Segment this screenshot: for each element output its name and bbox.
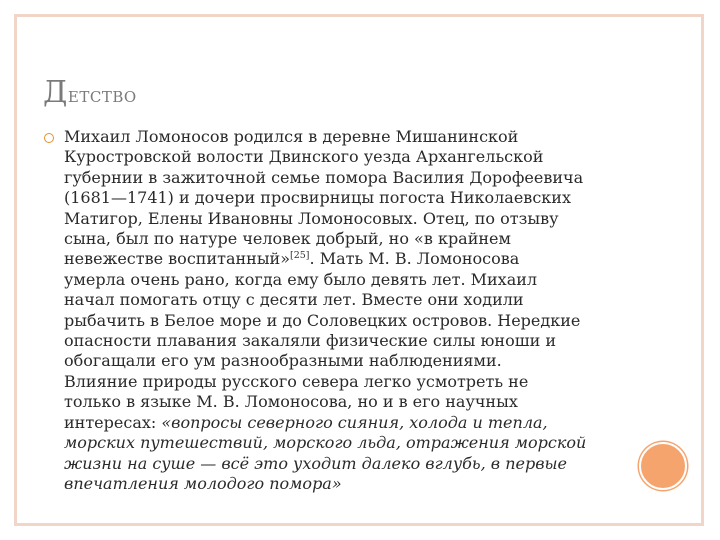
bullet-circle-icon (44, 133, 54, 143)
text-line: сына, был по натуре человек добрый, но «в крайнем (64, 229, 511, 249)
text-line: губернии в зажиточной семье помора Василия Дорофеевича (64, 167, 584, 187)
slide-title (43, 75, 137, 110)
quote-line: впечатления молодого помора» (64, 473, 342, 493)
decorative-circle (639, 442, 687, 490)
quote-line: жизни на суше — всё это уходит далеко вглубь, в первые (64, 453, 568, 473)
quote-segment: «вопросы северного сияния, холода и тепла, (161, 412, 548, 432)
text-line: (1681—1741) и дочери просвирницы погоста Николаевских (64, 188, 571, 208)
text-line-with-reference (64, 249, 639, 269)
text-line: Влияние природы русского севера легко усмотреть не (64, 371, 529, 391)
text-segment: . Мать М. В. Ломоносова (309, 249, 520, 269)
quote-line: морских путешествий, морского льда, отражения морской (64, 433, 587, 453)
text-line: начал помогать отцу с десяти лет. Вместе они ходили (64, 290, 524, 310)
slide-title-first-letter: Д (43, 75, 68, 110)
text-line: только в языке М. В. Ломоносова, но и в его научных (64, 392, 518, 412)
text-segment: невежестве воспитанный» (64, 249, 291, 269)
body-paragraph (64, 127, 639, 494)
text-line: рыбачить в Белое море и до Соловецких островов. Нередкие (64, 310, 581, 330)
text-line: Михаил Ломоносов родился в деревне Мишанинской (64, 127, 519, 146)
text-line: умерла очень рано, когда ему было девять лет. Михаил (64, 269, 538, 289)
text-line: Матигор, Елены Ивановны Ломоносовых. Отец, по отзыву (64, 208, 559, 228)
text-line: Куростровской волости Двинского уезда Архангельской (64, 147, 544, 167)
reference-link[interactable]: [25] (290, 250, 310, 262)
text-segment: интересах: (64, 412, 162, 432)
text-line: обогащали его ум разнообразными наблюдениями. (64, 351, 502, 371)
text-line: опасности плавания закаляли физические силы юноши и (64, 331, 556, 351)
slide-title-rest: етство (67, 83, 137, 108)
text-line-mixed (64, 413, 639, 433)
